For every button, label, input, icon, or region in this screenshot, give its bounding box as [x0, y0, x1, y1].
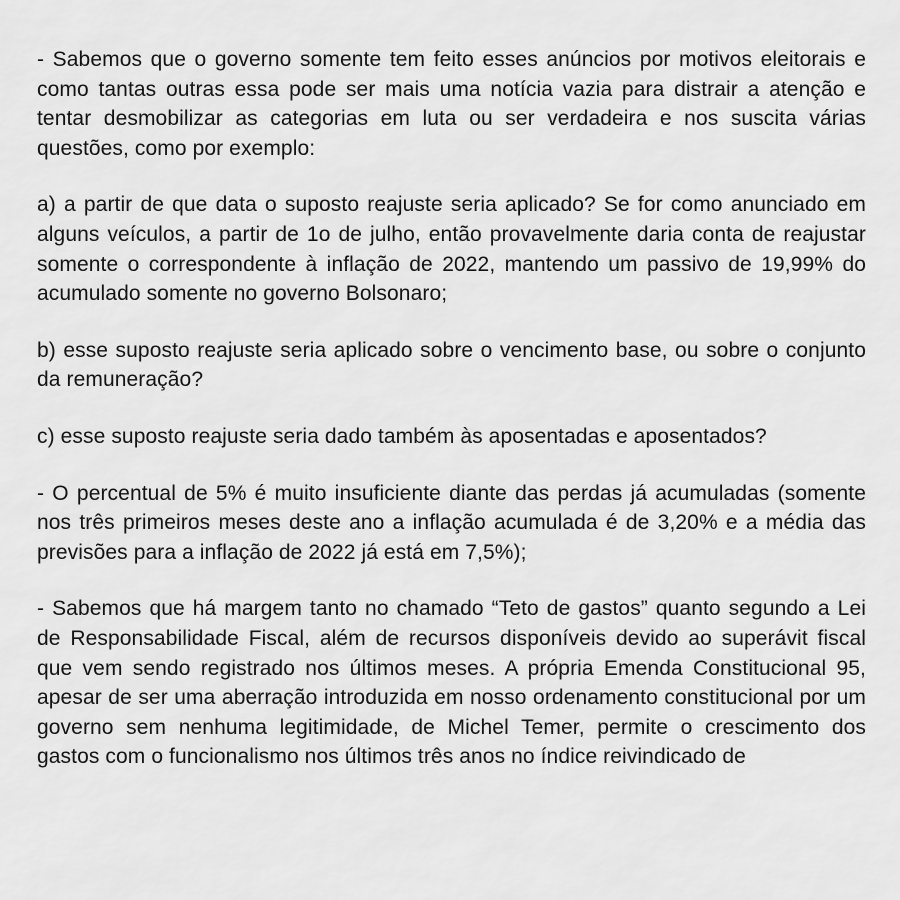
flyer-text [37, 45, 866, 772]
paragraph-teto-gastos: - Sabemos que há margem tanto no chamado “Teto de gastos” quanto segundo a Lei de Responsabilidade Fiscal, além de recursos disponíveis devido ao superávit fiscal que vem sendo registrado nos últimos meses. A própria Emenda Constitucional 95, apesar de ser uma aberração introduzida em nosso ordenamento constitucional por um governo sem nenhuma legitimidade, de Michel Temer, permite o crescimento dos gastos com o funcionalismo nos últimos três anos no índice reivindicado de [37, 597, 866, 769]
paragraph-item-a: a) a partir de que data o suposto reajuste seria aplicado? Se for como anunciado em alguns veículos, a partir de 1o de julho, então provavelmente daria conta de reajustar somente o correspondente à inflação de 2022, mantendo um passivo de 19,99% do acumulado somente no governo Bolsonaro; [37, 193, 866, 306]
paragraph-intro: - Sabemos que o governo somente tem feito esses anúncios por motivos eleitorais e como tantas outras essa pode ser mais uma notícia vazia para distrair a atenção e tentar desmobilizar as categorias em luta ou ser verdadeira e nos suscita várias questões, como por exemplo: [37, 48, 866, 160]
paragraph-item-b: b) esse suposto reajuste seria aplicado sobre o vencimento base, ou sobre o conjunto da remuneração? [37, 338, 866, 392]
paragraph-item-c: c) esse suposto reajuste seria dado também às aposentadas e aposentados? [37, 424, 767, 448]
paragraph-percentual: - O percentual de 5% é muito insuficiente diante das perdas já acumuladas (somente nos três primeiros meses deste ano a inflação acumulada é de 3,20% e a média das previsões para a inflação de 2022 já está em 7,5%); [37, 481, 866, 564]
